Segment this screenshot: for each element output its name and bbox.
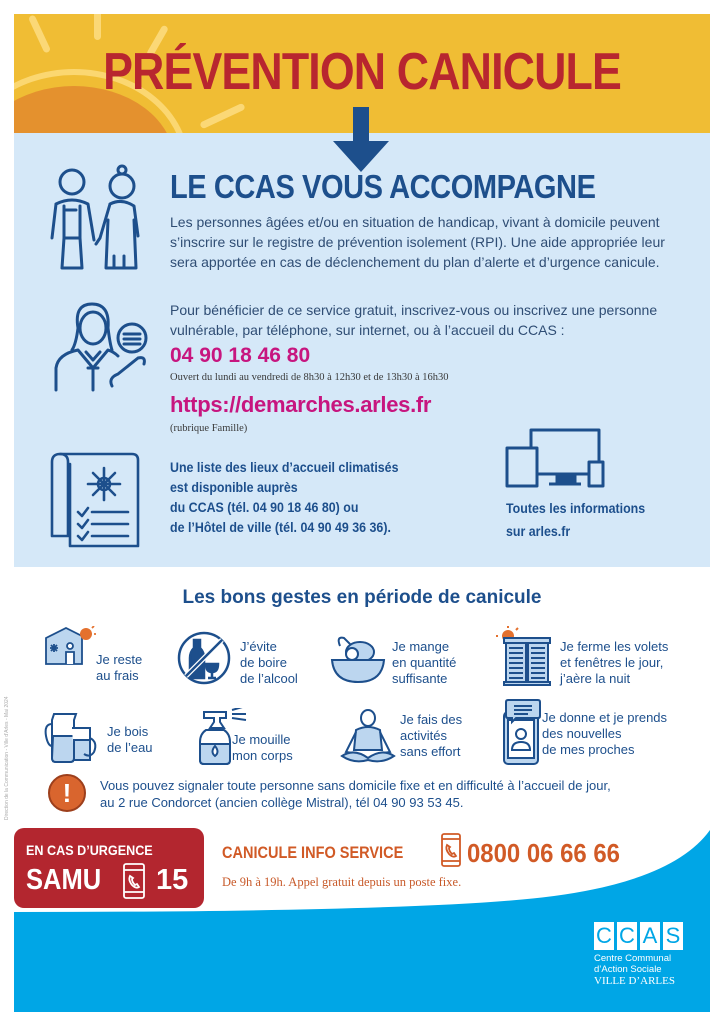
samu-label: SAMU [26,864,102,896]
gesture-line: Je fais des [400,712,463,727]
gesture-line: au frais [96,668,139,683]
gesture-line: Je reste [96,652,143,667]
gesture-line: Je donne et je prends [542,710,668,725]
logo-line: VILLE D’ARLES [594,975,675,987]
no-alcohol-icon [176,630,232,686]
logo-letter: S [663,922,683,950]
gesture-line: Je mange [392,639,450,654]
logo-line: Centre Communal [594,953,672,964]
demarches-url-link[interactable]: https://demarches.arles.fr [170,392,432,417]
url-note: (rubrique Famille) [170,423,248,434]
samu-number-link[interactable]: 15 [156,864,189,896]
arrow-down-icon [333,107,389,172]
list-line: du CCAS (tél. 04 90 18 46 80) ou [170,500,359,515]
gesture-line: j’aère la nuit [560,671,631,686]
gesture-line: Je mouille [232,732,291,747]
arles-info-text [506,497,645,543]
sun-ray [28,14,51,53]
list-line: de l’Hôtel de ville (tél. 04 90 49 36 36). [170,520,391,535]
section-title: LE CCAS VOUS ACCOMPAGNE [170,168,596,205]
warning-line: Vous pouvez signaler toute personne sans domicile fixe et en difficulté à l’accueil de jour, [100,778,611,793]
sun-ray [94,14,101,40]
gesture-label [392,639,456,687]
house-cool-icon [44,626,96,666]
gesture-line: de l’eau [107,740,153,755]
warning-icon: ! [48,774,86,812]
devices-icon [505,428,611,490]
shutters-icon [494,626,552,686]
sun-ray [199,103,245,130]
gesture-label [232,732,293,764]
gesture-line: Je ferme les volets [560,639,669,654]
canicule-number-link[interactable]: 0800 06 66 66 [467,838,620,868]
side-credit: Direction de la Communication - Ville d’Arles - Mai 2024 [4,696,10,820]
canicule-note: De 9h à 19h. Appel gratuit depuis un poste fixe. [222,875,462,889]
gesture-label [96,652,142,684]
logo-line: d’Action Sociale [594,964,662,975]
food-bowl-icon [330,632,386,684]
mobile-phone-icon [440,832,462,868]
gesture-line: de boire [240,655,287,670]
arles-website-link[interactable]: sur arles.fr [506,524,571,539]
logo-letter: C [617,922,637,950]
elderly-couple-icon [44,160,144,275]
gesture-line: activités [400,728,447,743]
mobile-phone-icon [122,862,146,900]
gesture-line: des nouvelles [542,726,622,741]
logo-letter: C [594,922,614,950]
warning-line: au 2 rue Condorcet (ancien collège Mistral), tél 04 90 93 53 45. [100,795,464,810]
gesture-label [107,724,153,756]
gesture-label [542,710,667,758]
snowflake-checklist-icon [48,450,144,550]
logo-letters [594,922,684,950]
list-line: est disponible auprès [170,480,298,495]
gesture-label [400,712,462,760]
air-conditioned-list-text [170,458,399,538]
registration-description: Pour bénéficier de ce service gratuit, inscrivez-vous ou inscrivez une personne vulnérable, par téléphone, sur internet, ou à l’accueil du CCAS : [170,302,658,338]
gesture-line: en quantité [392,655,457,670]
canicule-info-label: CANICULE INFO SERVICE [222,844,404,862]
gesture-line: J’évite [240,639,277,654]
emergency-box [14,828,204,908]
ccas-logo [594,922,684,988]
gesture-line: sans effort [400,744,461,759]
rpi-description: Les personnes âgées et/ou en situation de handicap, vivant à domicile peuvent s’inscrire sur le registre de prévention isolement (RPI). Une aide appropriée leur sera apportée en cas de déclenchement du plan d’alerte et d’urgence canicule. [170,214,665,270]
homeless-report-text [100,777,700,811]
gesture-line: de l’alcool [240,671,298,686]
gesture-line: Je bois [107,724,149,739]
gesture-line: de mes proches [542,742,635,757]
water-jug-icon [44,708,102,764]
gesture-line: et fenêtres le jour, [560,655,664,670]
gesture-label [240,639,298,687]
logo-letter: A [640,922,660,950]
meditation-icon [338,708,398,766]
gesture-line: mon corps [232,748,293,763]
info-line: Toutes les informations [506,501,646,516]
phone-message-icon [502,698,542,766]
ccas-phone-link[interactable]: 04 90 18 46 80 [170,344,311,367]
list-line: Une liste des lieux d’accueil climatisés [170,460,399,475]
gesture-line: suffisante [392,671,448,686]
opening-hours: Ouvert du lundi au vendredi de 8h30 à 12h30 et de 13h30 à 16h30 [170,372,449,383]
page-title: PRÉVENTION CANICULE [103,43,621,101]
emergency-label: EN CAS D’URGENCE [26,842,153,858]
gesture-label [560,639,668,687]
receptionist-phone-icon [52,298,152,393]
gestures-title: Les bons gestes en période de canicule [182,587,542,608]
